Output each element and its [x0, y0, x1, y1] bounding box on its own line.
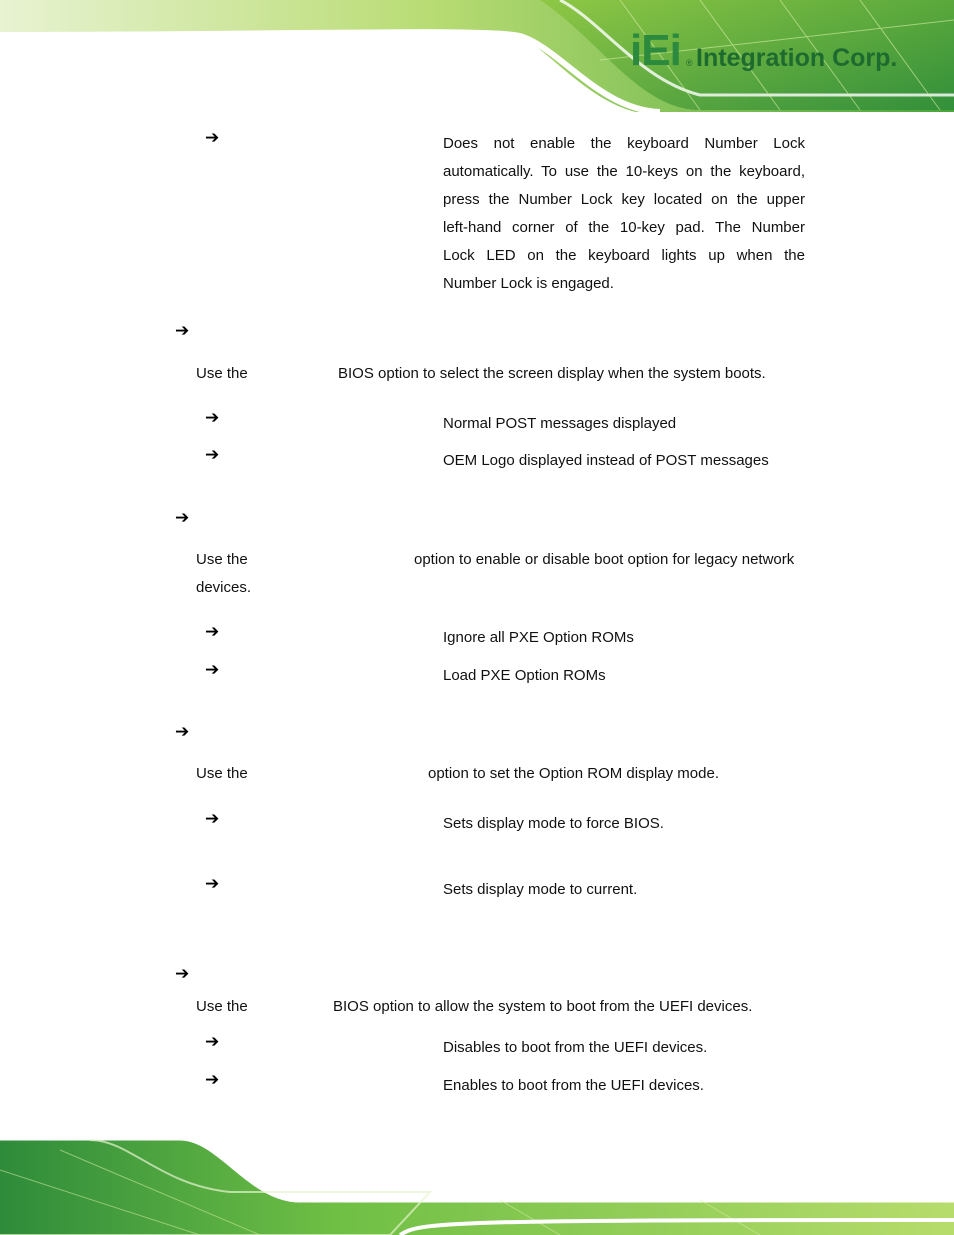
section-arrow-icon: ➔: [175, 722, 190, 742]
description-line: automatically. To use the 10-keys on the keyboard,: [443, 163, 805, 180]
option-description: Sets display mode to current.: [443, 881, 638, 898]
logo-registered: ®: [686, 58, 693, 68]
option-description: Sets display mode to force BIOS.: [443, 815, 664, 832]
option-arrow-icon: ➔: [205, 874, 220, 894]
section-intro-lead: Use the: [196, 551, 248, 568]
option-arrow-icon: ➔: [205, 1032, 220, 1052]
option-description: Load PXE Option ROMs: [443, 667, 606, 684]
company-logo: [630, 26, 930, 76]
logo-text: Integration Corp.: [696, 44, 898, 72]
description-line: left-hand corner of the 10-key pad. The Number: [443, 219, 805, 236]
option-description: OEM Logo displayed instead of POST messages: [443, 452, 769, 469]
section-intro-text: option to enable or disable boot option for legacy network: [414, 551, 795, 568]
option-description: Enables to boot from the UEFI devices.: [443, 1077, 704, 1094]
option-arrow-icon: ➔: [205, 660, 220, 680]
numlock-disabled-description: [443, 130, 805, 298]
option-arrow-icon: ➔: [205, 128, 220, 148]
description-line: Lock LED on the keyboard lights up when the: [443, 247, 805, 264]
option-description: Disables to boot from the UEFI devices.: [443, 1039, 708, 1056]
section-intro-text: BIOS option to select the screen display when the system boots.: [338, 365, 766, 382]
section-arrow-icon: ➔: [175, 508, 190, 528]
section-intro-lead: Use the: [196, 998, 248, 1015]
section-intro-text: option to set the Option ROM display mode.: [428, 765, 719, 782]
section-intro-continued: devices.: [196, 579, 252, 596]
option-description: Normal POST messages displayed: [443, 415, 677, 432]
option-arrow-icon: ➔: [205, 1070, 220, 1090]
section-arrow-icon: ➔: [175, 964, 190, 984]
option-description: Ignore all PXE Option ROMs: [443, 629, 634, 646]
section-intro-lead: Use the: [196, 365, 248, 382]
section-intro-lead: Use the: [196, 765, 248, 782]
option-arrow-icon: ➔: [205, 809, 220, 829]
option-arrow-icon: ➔: [205, 445, 220, 465]
description-line: Does not enable the keyboard Number Lock: [443, 135, 805, 152]
option-arrow-icon: ➔: [205, 622, 220, 642]
section-intro-text: BIOS option to allow the system to boot from the UEFI devices.: [333, 998, 753, 1015]
logo-mark: iEi: [630, 26, 681, 75]
description-line: Number Lock is engaged.: [443, 275, 614, 292]
section-arrow-icon: ➔: [175, 321, 190, 341]
description-line: press the Number Lock key located on the upper: [443, 191, 805, 208]
option-arrow-icon: ➔: [205, 408, 220, 428]
footer-banner: [0, 1130, 954, 1235]
